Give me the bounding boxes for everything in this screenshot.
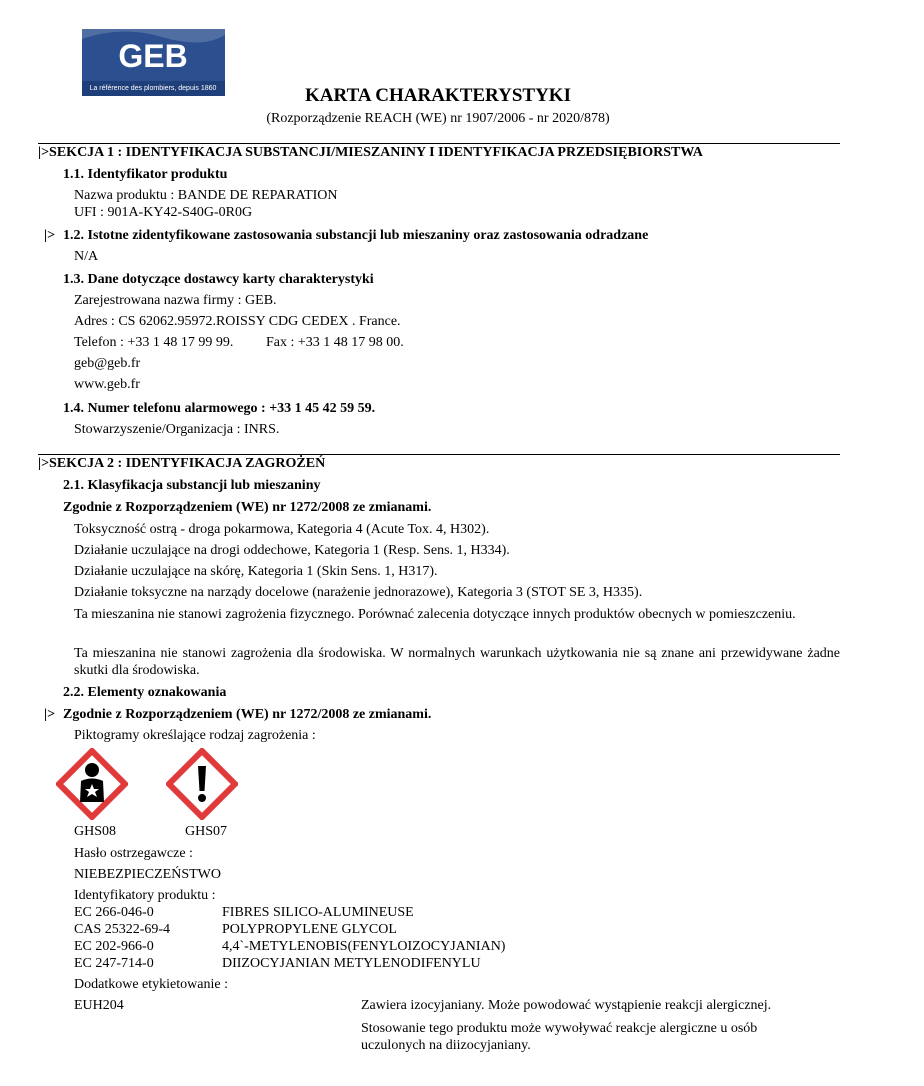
euh-statement-2: Stosowanie tego produktu może wywoływać reakcje alergiczne u osób uczulonych na diizocyjaniany. <box>361 1021 758 1053</box>
page-subtitle: (Rozporządzenie REACH (WE) nr 1907/2006 - nr 2020/878) <box>266 111 610 126</box>
section1-heading: |>SEKCJA 1 : IDENTYFIKACJA SUBSTANCJI/MIESZANINY I IDENTYFIKACJA PRZEDSIĘBIORSTWA <box>38 145 703 160</box>
address: Adres : CS 62062.95972.ROISSY CDG CEDEX . France. <box>74 314 401 329</box>
fax: Fax : +33 1 48 17 98 00. <box>266 335 404 350</box>
section2-heading: |>SEKCJA 2 : IDENTYFIKACJA ZAGROŻEŃ <box>38 456 326 471</box>
s21-title: 2.1. Klasyfikacja substancji lub mieszaniny <box>63 478 321 493</box>
s12-value: N/A <box>74 249 99 264</box>
hazard-line: Działanie uczulające na drogi oddechowe, Kategoria 1 (Resp. Sens. 1, H334). <box>74 543 510 558</box>
s14-org: Stowarzyszenie/Organizacja : INRS. <box>74 422 280 437</box>
identifier-code: EC 266-046-0 <box>74 905 154 920</box>
identifier-code: EC 247-714-0 <box>74 956 154 971</box>
section-divider <box>38 454 840 455</box>
s11-title: 1.1. Identyfikator produktu <box>63 167 228 182</box>
ufi: UFI : 901A-KY42-S40G-0R0G <box>74 205 253 220</box>
signal-word-label: Hasło ostrzegawcze : <box>74 846 193 861</box>
logo-tagline: La référence des plombiers, depuis 1860 <box>89 85 217 92</box>
physical-hazard-paragraph: Ta mieszanina nie stanowi zagrożenia fizycznego. Porównać zalecenia dotyczące innych produktów obecnych w pomieszczeniu. <box>74 607 796 622</box>
s22-marker: |> <box>44 707 56 722</box>
s22-reg-title: Zgodnie z Rozporządzeniem (WE) nr 1272/2008 ze zmianami. <box>63 707 432 722</box>
additional-labelling-label: Dodatkowe etykietowanie : <box>74 977 228 992</box>
exclamation-mark-icon <box>166 748 238 825</box>
s22-title: 2.2. Elementy oznakowania <box>63 685 227 700</box>
product-name: Nazwa produktu : BANDE DE REPARATION <box>74 188 338 203</box>
s14-title: 1.4. Numer telefonu alarmowego : +33 1 45 42 59 59. <box>63 401 376 416</box>
s21-reg-title: Zgodnie z Rozporządzeniem (WE) nr 1272/2008 ze zmianami. <box>63 500 432 515</box>
pictogram-code: GHS07 <box>185 824 228 839</box>
company-name: Zarejestrowana nazwa firmy : GEB. <box>74 293 277 308</box>
euh-code: EUH204 <box>74 998 124 1013</box>
hazard-line: Działanie toksyczne na narządy docelowe (narażenie jednorazowe), Kategoria 3 (STOT SE 3, H335). <box>74 585 643 600</box>
s12-marker: |> <box>44 228 56 243</box>
signal-word: NIEBEZPIECZEŃSTWO <box>74 867 221 882</box>
s12-title: 1.2. Istotne zidentyfikowane zastosowania substancji lub mieszaniny oraz zastosowania odradzane <box>63 228 649 243</box>
website-link[interactable]: www.geb.fr <box>74 377 140 392</box>
euh-statement: Zawiera izocyjaniany. Może powodować wystąpienie reakcji alergicznej. <box>361 998 772 1013</box>
hazard-line: Działanie uczulające na skórę, Kategoria 1 (Skin Sens. 1, H317). <box>74 564 438 579</box>
email-link[interactable]: geb@geb.fr <box>74 356 141 371</box>
pictogram-label: Piktogramy określające rodzaj zagrożenia : <box>74 728 316 743</box>
page-title: KARTA CHARAKTERYSTYKI <box>305 85 571 106</box>
environment-hazard-paragraph: Ta mieszanina nie stanowi zagrożenia dla środowiska. W normalnych warunkach użytkowania nie są znane ani przewidywane żadne skutki dla środowiska. <box>74 646 840 678</box>
identifier-code: CAS 25322-69-4 <box>74 922 171 937</box>
logo-brand: GEB <box>118 38 188 74</box>
identifier-code: EC 202-966-0 <box>74 939 154 954</box>
identifiers-label: Identyfikatory produktu : <box>74 888 216 903</box>
identifier-name: DIIZOCYJANIAN METYLENODIFENYLU <box>222 956 481 971</box>
identifier-name: FIBRES SILICO-ALUMINEUSE <box>222 905 414 920</box>
pictogram-code: GHS08 <box>74 824 117 839</box>
identifier-name: POLYPROPYLENE GLYCOL <box>222 922 397 937</box>
s13-title: 1.3. Dane dotyczące dostawcy karty charakterystyki <box>63 272 374 287</box>
identifier-name: 4,4`-METYLENOBIS(FENYLOIZOCYJANIAN) <box>222 939 506 954</box>
section-divider <box>38 143 840 144</box>
phone: Telefon : +33 1 48 17 99 99. <box>74 335 234 350</box>
hazard-line: Toksyczność ostrą - droga pokarmowa, Kategoria 4 (Acute Tox. 4, H302). <box>74 522 490 537</box>
health-hazard-icon <box>56 748 128 825</box>
